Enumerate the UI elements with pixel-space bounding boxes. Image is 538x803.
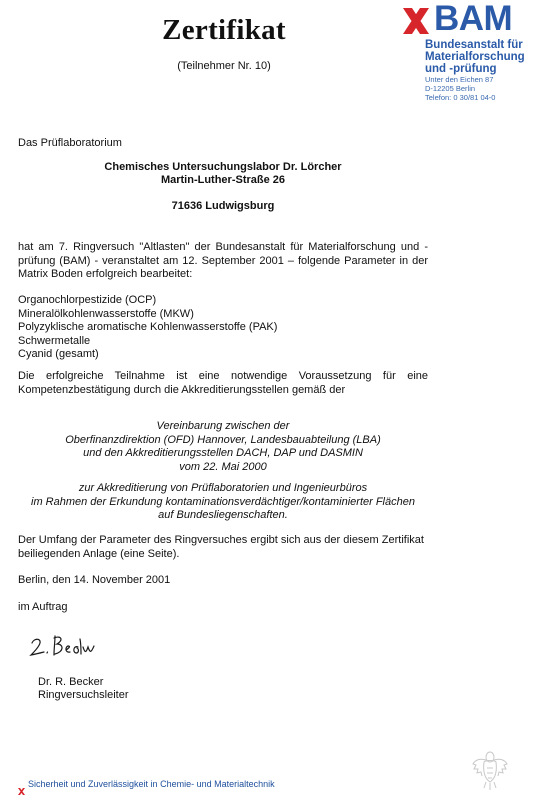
lab-name: Chemisches Untersuchungslabor Dr. Lörcher bbox=[104, 161, 342, 173]
list-item: Schwermetalle bbox=[18, 334, 91, 347]
signer-role: Ringversuchsleiter bbox=[38, 689, 129, 701]
institution-line: und -prüfung bbox=[425, 63, 497, 75]
list-item: Organochlorpestizide (OCP) bbox=[18, 294, 157, 306]
footer-slogan: Sicherheit und Zuverlässigkeit in Chemie- und Materialtechnik bbox=[28, 779, 275, 789]
purpose-line: auf Bundesliegenschaften. bbox=[158, 509, 288, 521]
purpose-block bbox=[18, 482, 428, 523]
purpose-line: im Rahmen der Erkundung kontaminationsverdächtiger/kontaminierter Flächen bbox=[31, 495, 415, 508]
address-line: Telefon: 0 30/81 04-0 bbox=[425, 93, 496, 102]
institution-line: Materialforschung bbox=[425, 51, 525, 63]
bam-logo-wordmark: BAM bbox=[434, 0, 513, 38]
lab-street: Martin-Luther-Straße 26 bbox=[160, 174, 286, 186]
agreement-line: vom 22. Mai 2000 bbox=[179, 460, 267, 473]
paragraph-scope: Der Umfang der Parameter des Ringversuches ergibt sich aus der diesem Zertifikat beiliegenden Anlage (eine Seite). bbox=[18, 534, 424, 560]
participant-number: (Teilnehmer Nr. 10) bbox=[177, 60, 271, 72]
agreement-line: und den Akkreditierungsstellen DACH, DAP und DASMIN bbox=[83, 447, 363, 459]
purpose-line: zur Akkreditierung von Prüflaboratorien und Ingenieurbüros bbox=[78, 482, 368, 494]
intro-text: Das Prüflaboratorium bbox=[18, 137, 122, 149]
bam-x-logo-icon bbox=[401, 6, 431, 36]
address-line: Unter den Eichen 87 bbox=[425, 75, 494, 84]
on-behalf-text: im Auftrag bbox=[18, 601, 68, 613]
page-title: Zertifikat bbox=[162, 14, 286, 46]
list-item: Cyanid (gesamt) bbox=[18, 348, 99, 360]
paragraph-ringversuch: hat am 7. Ringversuch "Altlasten" der Bundesanstalt für Materialforschung und -prüfung (BAM) - veranstaltet am 12. September 2001 – folgende Parameter in der Matrix Boden erfolgreich bearbeitet: bbox=[18, 241, 428, 280]
list-item: Mineralölkohlenwasserstoffe (MKW) bbox=[18, 307, 194, 320]
paragraph-accreditation: Die erfolgreiche Teilnahme ist eine notwendige Voraussetzung für eine Kompetenzbestätigung durch die Akkreditierungsstellen gemäß der bbox=[18, 370, 428, 396]
footer-x-icon bbox=[18, 782, 25, 789]
signer-name: Dr. R. Becker bbox=[38, 676, 104, 688]
date-line: Berlin, den 14. November 2001 bbox=[18, 574, 171, 586]
signature bbox=[28, 630, 118, 662]
agreement-line: Vereinbarung zwischen der bbox=[156, 420, 290, 432]
parameter-list bbox=[18, 294, 428, 362]
list-item: Polyzyklische aromatische Kohlenwasserstoffe (PAK) bbox=[18, 321, 278, 333]
address-line: D-12205 Berlin bbox=[425, 84, 476, 93]
agreement-block bbox=[18, 420, 428, 474]
institution-address bbox=[425, 75, 495, 102]
institution-line: Bundesanstalt für bbox=[425, 39, 523, 51]
federal-eagle-icon bbox=[470, 748, 510, 792]
institution-name bbox=[425, 39, 525, 75]
agreement-line: Oberfinanzdirektion (OFD) Hannover, Landesbauabteilung (LBA) bbox=[65, 433, 381, 446]
lab-city: 71636 Ludwigsburg bbox=[171, 200, 275, 212]
